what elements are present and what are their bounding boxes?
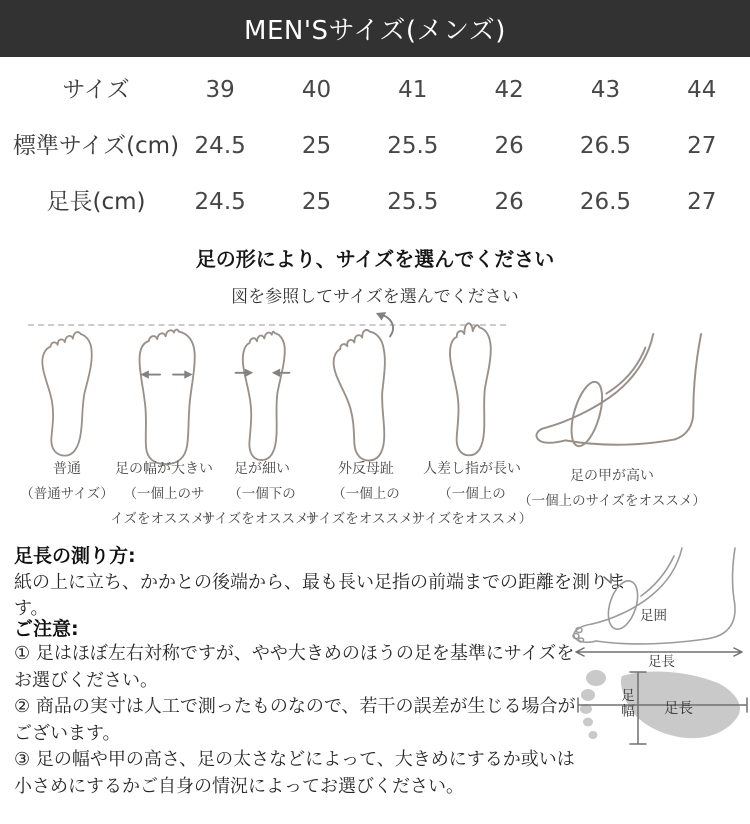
foot-type-note: サイズをオススメ） — [305, 511, 427, 527]
tendon-line — [606, 348, 645, 394]
row-values — [172, 174, 750, 230]
footprint-outline — [450, 323, 491, 455]
sole-line — [596, 628, 729, 644]
page-title: MEN'Sサイズ(メンズ) — [244, 16, 506, 46]
foot-type-note: サイズをオススメ） — [201, 511, 323, 527]
foot-type-name: 外反母趾 — [338, 461, 394, 477]
girth-arrow-tick — [604, 574, 611, 583]
foot-type-name: 普通 — [53, 461, 81, 477]
foot-type-note: （一個上の — [438, 486, 506, 502]
notice-heading: ご注意: — [14, 618, 79, 640]
toe-detail — [579, 638, 584, 642]
table-cell: 26.5 — [579, 189, 632, 215]
narrow-foot-figure — [230, 326, 295, 466]
table-cell: 41 — [398, 77, 428, 103]
measuring-heading: 足長の測り方: — [14, 545, 136, 567]
instep-girth-ellipse — [565, 379, 608, 450]
foot-width-length-diagram — [576, 668, 750, 750]
row-values — [172, 118, 750, 174]
header-bar — [0, 0, 750, 57]
notice-line: ③ 足の幅や甲の高さ、足の太さなどによって、大きめにするか或いは — [14, 749, 575, 770]
table-cell: 39 — [205, 77, 235, 103]
table-row-size — [0, 62, 750, 118]
normal-foot-figure — [36, 327, 99, 461]
row-values — [172, 62, 750, 118]
width-arrow-right-head — [184, 370, 192, 378]
foot-type-note: サイズをオススメ） — [411, 511, 533, 527]
table-cell: 25.5 — [387, 133, 439, 159]
row-label: 標準サイズ(cm) — [12, 133, 180, 159]
foot-type-note: （普通サイズ） — [20, 486, 114, 502]
table-cell: 26 — [494, 189, 524, 215]
row-label: サイズ — [62, 77, 130, 103]
foot-type-name: 足が細い — [234, 461, 290, 477]
bunion-arrow — [383, 315, 394, 337]
long-second-toe-foot-figure — [436, 318, 502, 461]
measuring-description: 紙の上に立ち、かかとの後端から、最も長い足指の前端までの距離を測ります。 — [14, 572, 626, 619]
table-cell: 25 — [301, 189, 332, 215]
foot-length-label-print: 足長 — [664, 701, 693, 717]
heel-line — [729, 548, 735, 628]
notice-line: ① 足はほぼ左右対称ですが、やや大きめのほうの足を基準にサイズを — [14, 643, 575, 664]
footprint-outline — [42, 332, 91, 456]
girth-ellipse — [603, 577, 643, 633]
table-cell: 26 — [494, 133, 524, 159]
table-cell: 44 — [687, 77, 717, 103]
foot-type-note: イズをオススメ） — [110, 511, 218, 527]
table-cell: 25 — [301, 133, 332, 159]
table-cell: 25.5 — [387, 189, 439, 215]
notice-line: ② 商品の実寸は人工で測ったものなので、若干の誤差が生じる場合が — [14, 696, 576, 717]
toe-blob — [589, 731, 598, 739]
choose-size-subheading: 図を参照してサイズを選んでください — [231, 287, 519, 307]
wide-foot-figure — [130, 326, 205, 466]
foot-length-label-side: 足長 — [648, 654, 675, 670]
choose-size-heading: 足の形により、サイズを選んでください — [195, 247, 555, 271]
foot-type-note: （一個上のサ — [123, 486, 205, 502]
toe-blob — [583, 718, 593, 727]
foot-type-note: （一個上のサイズをオススメ） — [518, 493, 706, 509]
foot-type-name: 足の甲が高い — [570, 468, 654, 484]
footprint-outline — [330, 328, 399, 464]
notice-list — [14, 641, 580, 800]
high-instep-foot-figure — [528, 332, 714, 457]
table-row-foot-length — [0, 174, 750, 230]
foot-type-name: 足の幅が大きい — [115, 461, 213, 477]
table-row-standard-size — [0, 118, 750, 174]
table-cell: 24.5 — [194, 133, 246, 159]
notice-line: ございます。 — [14, 722, 121, 744]
shin-line — [592, 548, 682, 624]
foot-width-label: 足幅 — [618, 688, 634, 719]
narrow-arrow-left-head — [245, 369, 253, 377]
foot-type-caption-high-instep — [497, 464, 727, 514]
foot-type-note: （一個上の — [332, 486, 400, 502]
toe-blob — [586, 670, 606, 686]
table-cell: 26.5 — [579, 133, 632, 159]
table-cell: 43 — [590, 77, 621, 103]
toe-line — [536, 428, 565, 443]
notice-line: お選びください。 — [14, 669, 158, 691]
bunion-foot-figure — [330, 312, 405, 464]
toe-blob — [581, 689, 595, 701]
footprint-outline — [243, 332, 285, 460]
size-table — [0, 62, 750, 230]
row-label: 足長(cm) — [46, 189, 146, 215]
table-cell: 27 — [687, 189, 717, 215]
sole-line — [565, 439, 674, 444]
table-cell: 27 — [687, 133, 717, 159]
table-cell: 40 — [301, 77, 332, 103]
table-cell: 42 — [494, 77, 524, 103]
narrow-arrow-right-head — [272, 369, 280, 377]
foot-type-note: （一個下の — [228, 486, 296, 502]
heel-line — [675, 334, 701, 439]
notice-line: 小さめにするかご自身の情況によってお選びください。 — [14, 775, 464, 797]
table-cell: 24.5 — [194, 189, 246, 215]
foot-type-name: 人差し指が長い — [423, 461, 521, 477]
foot-girth-label: 足囲 — [640, 608, 667, 624]
footprint-outline — [140, 330, 195, 465]
